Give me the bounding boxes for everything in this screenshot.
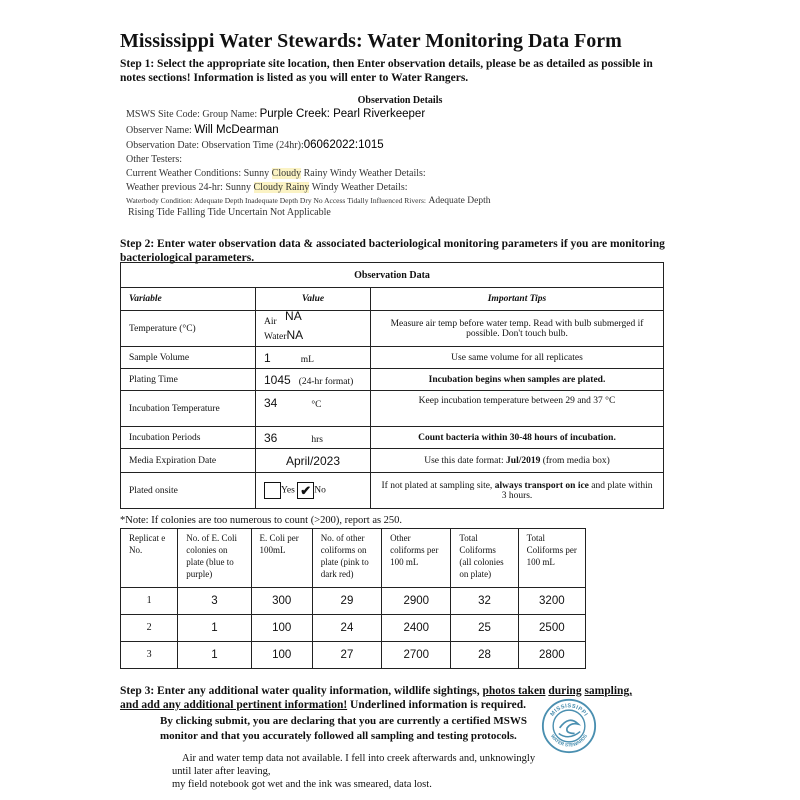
previous-weather-cloudy[interactable]: Cloudy: [253, 182, 283, 193]
other-per-100ml[interactable]: 2400: [382, 615, 451, 642]
site-row: [126, 108, 426, 120]
incubation-period-label: Incubation Periods: [121, 427, 256, 449]
logo-text-bottom: WATER STEWARDS: [549, 733, 589, 748]
plated-onsite-label: Plated onsite: [121, 473, 256, 509]
replicate-table: [120, 528, 586, 669]
plated-onsite-tip: If not plated at sampling site, always transport on ice and plate within 3 hours.: [371, 473, 664, 509]
observation-data-table: [120, 262, 664, 509]
incubation-period-unit: hrs: [311, 434, 323, 445]
water-temp-value[interactable]: NA: [286, 327, 304, 342]
sample-volume-tip: Use same volume for all replicates: [371, 347, 664, 369]
tide-options[interactable]: Rising Tide Falling Tide Uncertain Not Applicable: [128, 207, 331, 218]
table-row: [121, 588, 586, 615]
header-total-coliforms: Total Coliforms (all colonies on plate): [451, 529, 518, 588]
header-other-coliforms: No. of other coliforms on plate (pink to dark red): [312, 529, 381, 588]
observation-details-heading: Observation Details: [357, 95, 443, 106]
other-coliforms[interactable]: 27: [312, 642, 381, 669]
replicate-no: 1: [121, 588, 178, 615]
total-per-100ml[interactable]: 2800: [518, 642, 585, 669]
other-per-100ml[interactable]: 2900: [382, 588, 451, 615]
waterbody-value[interactable]: Adequate Depth: [428, 196, 491, 206]
previous-weather-label: Weather previous 24-hr:: [126, 182, 223, 193]
header-tips: Important Tips: [371, 288, 664, 311]
header-replicate-no: Replicat e No.: [121, 529, 178, 588]
table-row: [121, 615, 586, 642]
observer-row: [126, 124, 279, 136]
incubation-temp-label: Incubation Temperature: [121, 391, 256, 427]
header-ecoli-colonies: No. of E. Coli colonies on plate (blue to purple): [178, 529, 251, 588]
table-row: [121, 473, 664, 509]
header-value: Value: [256, 288, 371, 311]
observer-value[interactable]: Will McDearman: [194, 124, 279, 136]
media-expiration-label: Media Expiration Date: [121, 449, 256, 473]
total-coliforms[interactable]: 25: [451, 615, 518, 642]
previous-weather-windy[interactable]: Windy: [311, 182, 339, 193]
plating-time-label: Plating Time: [121, 369, 256, 391]
plating-time-value[interactable]: 1045: [264, 372, 291, 387]
notes-text[interactable]: [172, 752, 602, 791]
current-weather-cloudy[interactable]: Cloudy: [271, 168, 302, 179]
replicate-no: 3: [121, 642, 178, 669]
observation-data-title: Observation Data: [121, 263, 664, 288]
table-row: [121, 449, 664, 473]
incubation-temp-unit: °C: [311, 400, 322, 410]
incubation-temp-tip: Keep incubation temperature between 29 and 37 °C: [371, 391, 664, 427]
header-variable: Variable: [121, 288, 256, 311]
current-weather-sunny[interactable]: Sunny: [243, 168, 270, 179]
current-weather-details-label: Weather Details:: [359, 168, 426, 179]
other-per-100ml[interactable]: 2700: [382, 642, 451, 669]
other-coliforms[interactable]: 29: [312, 588, 381, 615]
date-row: [126, 139, 384, 151]
step1-instructions: Step 1: Select the appropriate site location, then Enter observation details, please be as detailed as possible in notes sections! Information is listed as you will enter to Water Rangers.: [120, 58, 653, 84]
sample-volume-unit: mL: [300, 354, 314, 365]
temperature-tip: Measure air temp before water temp. Read with bulb submerged if possible. Don't touch bulb.: [371, 311, 664, 347]
table-row: [121, 391, 664, 427]
table-row: [121, 427, 664, 449]
plated-yes-checkbox[interactable]: [264, 482, 281, 499]
previous-weather-details-label: Weather Details:: [340, 182, 408, 193]
current-weather-windy[interactable]: Windy: [329, 168, 357, 179]
plated-no-checkbox[interactable]: ✔: [297, 482, 314, 499]
table-row: [121, 369, 664, 391]
media-expiration-tip: Use this date format: Jul/2019 (from media box): [371, 449, 664, 473]
waterbody-label: Waterbody Condition: Adequate Depth Inadequate Depth Dry No Access Tidally Influenced Rivers:: [126, 196, 426, 205]
plating-time-unit: (24-hr format): [298, 376, 354, 387]
ecoli-per-100ml[interactable]: 100: [251, 642, 312, 669]
ecoli-colonies[interactable]: 3: [178, 588, 251, 615]
header-ecoli-per-100ml: E. Coli per 100mL: [251, 529, 312, 588]
previous-weather-row: [126, 182, 408, 193]
site-value[interactable]: Purple Creek: Pearl Riverkeeper: [259, 108, 426, 120]
incubation-period-tip: Count bacteria within 30-48 hours of incubation.: [371, 427, 664, 449]
current-weather-row: [126, 168, 426, 179]
notes-line: my field notebook got wet and the ink was smeared, data lost.: [172, 779, 432, 790]
ecoli-colonies[interactable]: 1: [178, 615, 251, 642]
step2-instructions: Step 2: Enter water observation data & associated bacteriological monitoring parameters if you are monitoring bacteriological parameters.: [120, 238, 665, 264]
total-per-100ml[interactable]: 2500: [518, 615, 585, 642]
table-row: [121, 642, 586, 669]
notes-line: until later after leaving,: [172, 766, 271, 777]
water-drop-icon: [560, 720, 579, 733]
observer-label: Observer Name:: [126, 125, 192, 136]
ecoli-per-100ml[interactable]: 300: [251, 588, 312, 615]
date-label: Observation Date: Observation Time (24hr):: [126, 140, 304, 151]
header-other-per-100ml: Other coliforms per 100 mL: [382, 529, 451, 588]
total-per-100ml[interactable]: 3200: [518, 588, 585, 615]
other-coliforms[interactable]: 24: [312, 615, 381, 642]
table-row: [121, 347, 664, 369]
replicate-header-row: [121, 529, 586, 588]
air-label: Air: [264, 316, 277, 327]
replicate-no: 2: [121, 615, 178, 642]
header-total-per-100ml: Total Coliforms per 100 mL: [518, 529, 585, 588]
notes-line: Air and water temp data not available. I fell into creek afterwards and, unknowingly: [182, 753, 536, 764]
ecoli-per-100ml[interactable]: 100: [251, 615, 312, 642]
declaration-text: By clicking submit, you are declaring that you are currently a certified MSWS monitor and that you accurately followed all sampling and testing protocols.: [160, 715, 527, 742]
form-title: Mississippi Water Stewards: Water Monitoring Data Form: [120, 30, 622, 52]
air-temp-value[interactable]: NA: [285, 308, 302, 323]
colonies-note: *Note: If colonies are too numerous to count (>200), report as 250.: [120, 515, 403, 526]
logo-text-top: MISSISSIPPI: [549, 703, 589, 718]
no-label: No: [314, 485, 326, 496]
previous-weather-rainy[interactable]: Rainy: [285, 182, 310, 193]
waterbody-row: [126, 195, 490, 206]
water-label: Water: [264, 331, 287, 342]
sample-volume-label: Sample Volume: [121, 347, 256, 369]
incubation-period-value[interactable]: 36: [264, 430, 278, 445]
site-label: MSWS Site Code: Group Name:: [126, 109, 258, 120]
mississippi-water-stewards-logo: [541, 698, 597, 754]
sample-volume-value[interactable]: 1: [264, 350, 271, 365]
previous-weather-sunny[interactable]: Sunny: [225, 182, 252, 193]
total-coliforms[interactable]: 28: [451, 642, 518, 669]
ecoli-colonies[interactable]: 1: [178, 642, 251, 669]
table-row: [121, 311, 664, 347]
incubation-temp-value[interactable]: 34: [264, 396, 278, 410]
yes-label: Yes: [281, 485, 295, 496]
plating-time-tip: Incubation begins when samples are plated.: [371, 369, 664, 391]
current-weather-rainy[interactable]: Rainy: [303, 168, 328, 179]
temperature-label: Temperature (°C): [121, 311, 256, 347]
current-weather-label: Current Weather Conditions:: [126, 168, 242, 179]
step3-instructions: Step 3: Enter any additional water quality information, wildlife sightings, photos taken during sampling, and add any additional pertinent information! Underlined information is required.: [120, 685, 633, 711]
media-expiration-value[interactable]: April/2023: [285, 453, 341, 468]
date-value[interactable]: 06062022:1015: [303, 139, 384, 151]
other-testers-label: Other Testers:: [126, 154, 183, 165]
total-coliforms[interactable]: 32: [451, 588, 518, 615]
